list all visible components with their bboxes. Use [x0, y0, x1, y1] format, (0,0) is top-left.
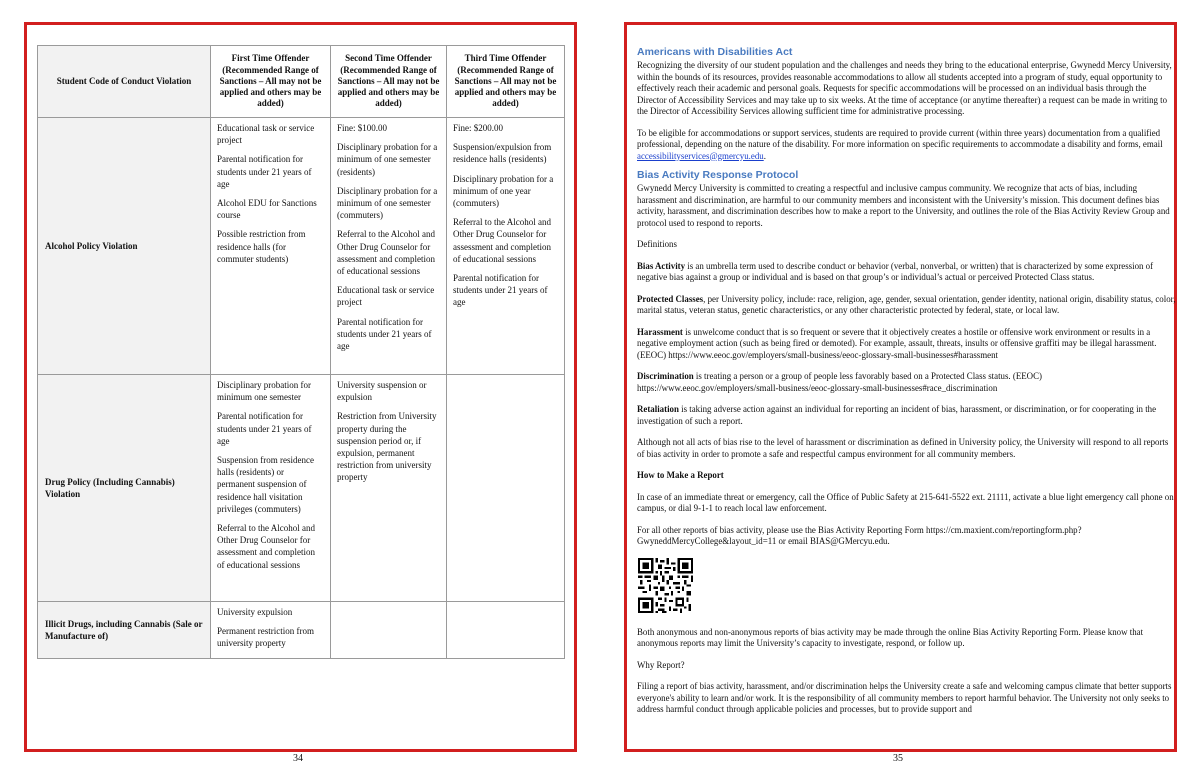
right-page-text [637, 46, 1177, 726]
sanction-item: Educational task or service project [217, 123, 315, 146]
definitions-label: Definitions [637, 239, 677, 249]
definition-text: is taking adverse action against an individual for reporting an incident of bias, harassment, or discrimination, or for cooperating in the investigation of such a report. [637, 404, 1157, 426]
accessibility-email-link[interactable]: accessibilityservices@gmercyu.edu [637, 150, 764, 161]
sanction-item: Permanent restriction from university property [217, 626, 314, 649]
definition-term: Protected Classes [637, 293, 704, 304]
definition-text: is treating a person or a group of people less favorably based on a Protected Class status. (EEOC) https://www.eeoc.gov/employers/small-business/eeoc-glossary-small-businesses#race_discrimination [637, 371, 1042, 393]
bias-heading: Bias Activity Response Protocol [637, 169, 799, 181]
definition-text: is unwelcome conduct that is so frequent or severe that it objectively creates a hostile or offensive work environment or results in a negative employment action (such as being fired or demoted). For example, assault, threats, insults or offensive graffiti may be illegal harassment. (EEOC) https://www.eeoc.gov/employers/small-business/eeoc-glossary-small-businesses#harassment [637, 326, 1157, 360]
ada-paragraph-2-text: To be eligible for accommodations or support services, students are required to provide current (within three years) documentation from a qualified professional, depending on the nature of the disability. For more information on specific requirements to accommodate a disability and forms, email [637, 127, 1163, 149]
sanction-item: Restriction from University property during the suspension period or, if expulsion, permanent restriction from university property [337, 411, 437, 483]
definition-term: Harassment [637, 326, 683, 337]
left-page [24, 22, 577, 752]
sanction-item: University suspension or expulsion [337, 380, 427, 403]
page-number-right: 35 [893, 753, 903, 764]
sanction-item: Referral to the Alcohol and Other Drug Counselor for assessment and completion of educational sessions [337, 229, 435, 277]
sanction-item: University expulsion [217, 607, 293, 617]
sanction-item: Disciplinary probation for a minimum of one semester (residents) [337, 142, 438, 177]
definition-term: Retaliation [637, 404, 679, 414]
sanctions-table [37, 45, 565, 659]
definition-text: is an umbrella term used to describe conduct or behavior (verbal, nonverbal, or written) that is characterized by some expression of negative bias against a group or individual and is based on that group’s or individual’s actual or perceived Protected Class status. [637, 260, 1154, 282]
sanction-item: Disciplinary probation for a minimum of one semester (commuters) [337, 185, 438, 221]
sanction-item: Referral to the Alcohol and Other Drug Counselor for assessment and completion of educational sessions [217, 523, 315, 570]
header-third-offender: Third Time Offender (Recommended Range of Sanctions – All may not be applied and others may be added) [447, 46, 565, 118]
header-second-offender: Second Time Offender (Recommended Range of Sanctions – All may not be applied and others may be added) [331, 46, 447, 118]
sanction-item: Parental notification for students under 21 years of age [217, 411, 312, 446]
violation-cell: Drug Policy (Including Cannabis) Violation [38, 375, 211, 602]
first-offense-cell [211, 375, 331, 602]
sanction-item: Fine: $200.00 [453, 123, 504, 133]
violation-cell: Illicit Drugs, including Cannabis (Sale or Manufacture of) [38, 602, 211, 659]
violation-cell: Alcohol Policy Violation [38, 118, 211, 375]
table-header-row [38, 46, 565, 118]
sanction-item: Alcohol EDU for Sanctions course [217, 198, 317, 221]
third-offense-cell [447, 375, 565, 602]
emergency-paragraph: In case of an immediate threat or emergency, call the Office of Public Safety at 215-641-5522 ext. 21111, activate a blue light emergency call phone on campus, or dial 9-1-1 to reach local law enforcement. [637, 491, 1174, 513]
definition-text: , per University policy, include: race, religion, age, gender, sexual orientation, gender identity, national origin, disability status, color, marital status, veteran status, genetic characteristics, or any other characteristic protected by federal, state, or local law. [637, 293, 1176, 315]
second-offense-cell [331, 118, 447, 375]
table-row [38, 375, 565, 602]
why-report-paragraph: Filing a report of bias activity, harassment, and/or discrimination helps the University create a safe and welcoming campus climate that better supports everyone's ability to learn and/or work. It is the responsibility of all community members to report harmful behavior. The University not only seeks to address harmful conduct through applicable policies and processes, but to provide support and [637, 681, 1172, 714]
ada-heading: Americans with Disabilities Act [637, 46, 793, 58]
definition-protected-classes [637, 294, 1177, 317]
sanction-item: Parental notification for students under 21 years of age [337, 316, 432, 352]
definition-discrimination [637, 371, 1177, 394]
definition-harassment [637, 327, 1177, 362]
how-to-report-heading: How to Make a Report [637, 470, 724, 480]
sanction-item: Parental notification for students under 21 years of age [453, 273, 548, 308]
definition-term: Bias Activity [637, 260, 686, 271]
third-offense-cell [447, 118, 565, 375]
second-offense-cell [331, 602, 447, 659]
qr-code-icon[interactable] [638, 558, 693, 613]
ada-paragraph-2 [637, 128, 1177, 163]
third-offense-cell [447, 602, 565, 659]
sanction-item: Suspension from residence halls (residents) or permanent suspension of residence hall visitation privileges (commuters) [217, 455, 314, 514]
why-report-label: Why Report? [637, 659, 685, 670]
sanction-item: Educational task or service project [337, 285, 435, 308]
table-row [38, 118, 565, 375]
bias-intro: Gwynedd Mercy University is committed to creating a respectful and inclusive campus community. We recognize that acts of bias, including harassment and discrimination, are harmful to our community members and inconsistent with the University’s mission. This document defines bias activity, harassment, and discrimination describes how to make a report to the University, and outlines the role of the Bias Activity Review Group and protocol used to respond to reports. [637, 183, 1170, 228]
header-violation: Student Code of Conduct Violation [38, 46, 211, 118]
definition-term: Discrimination [637, 371, 694, 381]
ada-paragraph-1: Recognizing the diversity of our student population and the challenges and needs they bring to the educational enterprise, Gwynedd Mercy University, within the bounds of its resources, provides reasonable accommodations to allow all students accepted into a program of study, equal opportunity to effectively reach their academic and personal goals. Requests for specific accommodations will be processed on an individual basis through the Director of Accessibility Services and may take up to six weeks. At the time of acceptance (or anytime thereafter) a request can be made in writing to the Director of Accessibility Services allowing sufficient time for administrative processing. [637, 60, 1172, 116]
right-page [624, 22, 1177, 752]
sanction-item: Referral to the Alcohol and Other Drug Counselor for assessment and completion of educational sessions [453, 217, 551, 264]
page-number-left: 34 [293, 753, 303, 764]
sanction-item: Suspension/expulsion from residence halls (residents) [453, 142, 552, 165]
definition-retaliation [637, 404, 1177, 427]
table-row [38, 602, 565, 659]
first-offense-cell [211, 118, 331, 375]
although-paragraph: Although not all acts of bias rise to the level of harassment or discrimination as defined in University policy, the University will respond to all reports of bias activity in order to promote a safe and respectful campus environment for all community members. [637, 437, 1169, 459]
first-offense-cell [211, 602, 331, 659]
other-reports-paragraph: For all other reports of bias activity, please use the Bias Activity Reporting Form https://cm.maxient.com/reportingform.php?GwyneddMercyCollege&layout_id=11 or email BIAS@GMercyu.edu. [637, 524, 1082, 546]
sanction-item: Parental notification for students under 21 years of age [217, 154, 312, 189]
definition-bias-activity [637, 261, 1177, 284]
ada-paragraph-2-end: . [763, 150, 766, 161]
second-offense-cell [331, 375, 447, 602]
sanction-item: Disciplinary probation for a minimum of one year (commuters) [453, 173, 554, 209]
sanction-item: Possible restriction from residence halls (for commuter students) [217, 229, 306, 264]
sanction-item: Disciplinary probation for minimum one semester [217, 380, 311, 403]
sanction-item: Fine: $100.00 [337, 123, 388, 133]
header-first-offender: First Time Offender (Recommended Range of Sanctions – All may not be applied and others may be added) [211, 46, 331, 118]
anonymous-paragraph: Both anonymous and non-anonymous reports of bias activity may be made through the online Bias Activity Reporting Form. Please know that anonymous reports may limit the University’s capacity to investigate, respond, or follow up. [637, 626, 1144, 648]
